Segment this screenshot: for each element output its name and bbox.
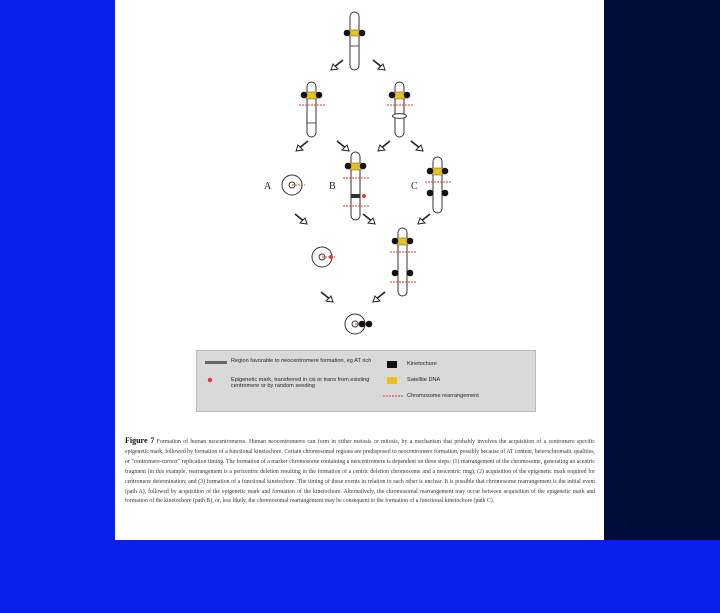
legend-rearrangement: Chromosome rearrangement: [407, 393, 479, 399]
chromosome-ring-final: [345, 314, 372, 334]
arrow-10: [321, 292, 333, 302]
background-dark-panel: [604, 0, 720, 540]
chromosome-left: [299, 82, 325, 137]
chromosome-c: [425, 157, 451, 213]
caption-text: Formation of human neocentromeres. Human neocentromeres can form in either meiosis or mitosis, by a mechanism that probably involves the acquisition of a centromere specific epigenetic mark, followed by formation of a functional kinetochore. Certain chromosomal regions are predisposed to neocentromere formation, possibly because of AT content, heterochromatic qualities, or "centromere-correct" replication timing. The formation of a marker chromosome containing a neocentromere is dependent on three steps: (1) rearrangement of the chromosome, generating an acentric fragment (in this example, rearrangement is a pericentric deletion resulting in the formation of a centric deletion chromosome and a neocentric ring); (2) acquisition of the epigenetic mark required for centromere determination; and (3) formation of a functional kinetochore. The timing of these events in relation to each other is unclear. It is possible that chromosome rearrangement is the initial event (path A), followed by acquisition of the epigenetic mark and formation of the kinetochore. Alternatively, the chromosomal rearrangement may occur between acquisition of the epigenetic mark and formation of the kinetochore (path B), or, less likely, the chromosomal rearrangement may be consequent to the formation of a functional kinetochore (path C).: [125, 439, 595, 505]
legend-region: Region favorable to neocentromere formation, eg AT rich: [231, 358, 372, 364]
arrow-4: [337, 141, 349, 151]
chromosome-b: [343, 152, 369, 220]
slide-page: [115, 0, 604, 540]
label-b: B: [329, 181, 336, 192]
chromosome-lower: [390, 228, 416, 296]
arrow-2: [373, 60, 385, 70]
legend-kinetochore: Kinetochore: [407, 361, 437, 367]
legend-satellite: Satellite DNA: [407, 377, 441, 383]
figure-caption: [125, 436, 595, 507]
legend-epigenetic: Epigenetic mark, transferred in cis or trans from existing centromere or by random seeding: [231, 377, 370, 390]
arrow-9: [418, 214, 430, 224]
arrow-7: [295, 214, 307, 224]
chromosome-ring-2: [312, 247, 335, 267]
chromosome-right: [387, 82, 413, 137]
arrow-5: [378, 141, 390, 151]
caption-title: Figure 7: [125, 436, 155, 445]
arrow-6: [411, 141, 423, 151]
figure-legend: [196, 350, 536, 412]
label-c: C: [411, 181, 418, 192]
label-a: A: [264, 181, 272, 192]
arrow-3: [296, 141, 308, 151]
chromosome-top: [344, 12, 366, 70]
arrow-8: [363, 214, 375, 224]
chromosome-ring-a: [282, 175, 305, 195]
arrow-11: [373, 292, 385, 302]
arrow-1: [331, 60, 343, 70]
neocentromere-diagram: [115, 0, 604, 350]
